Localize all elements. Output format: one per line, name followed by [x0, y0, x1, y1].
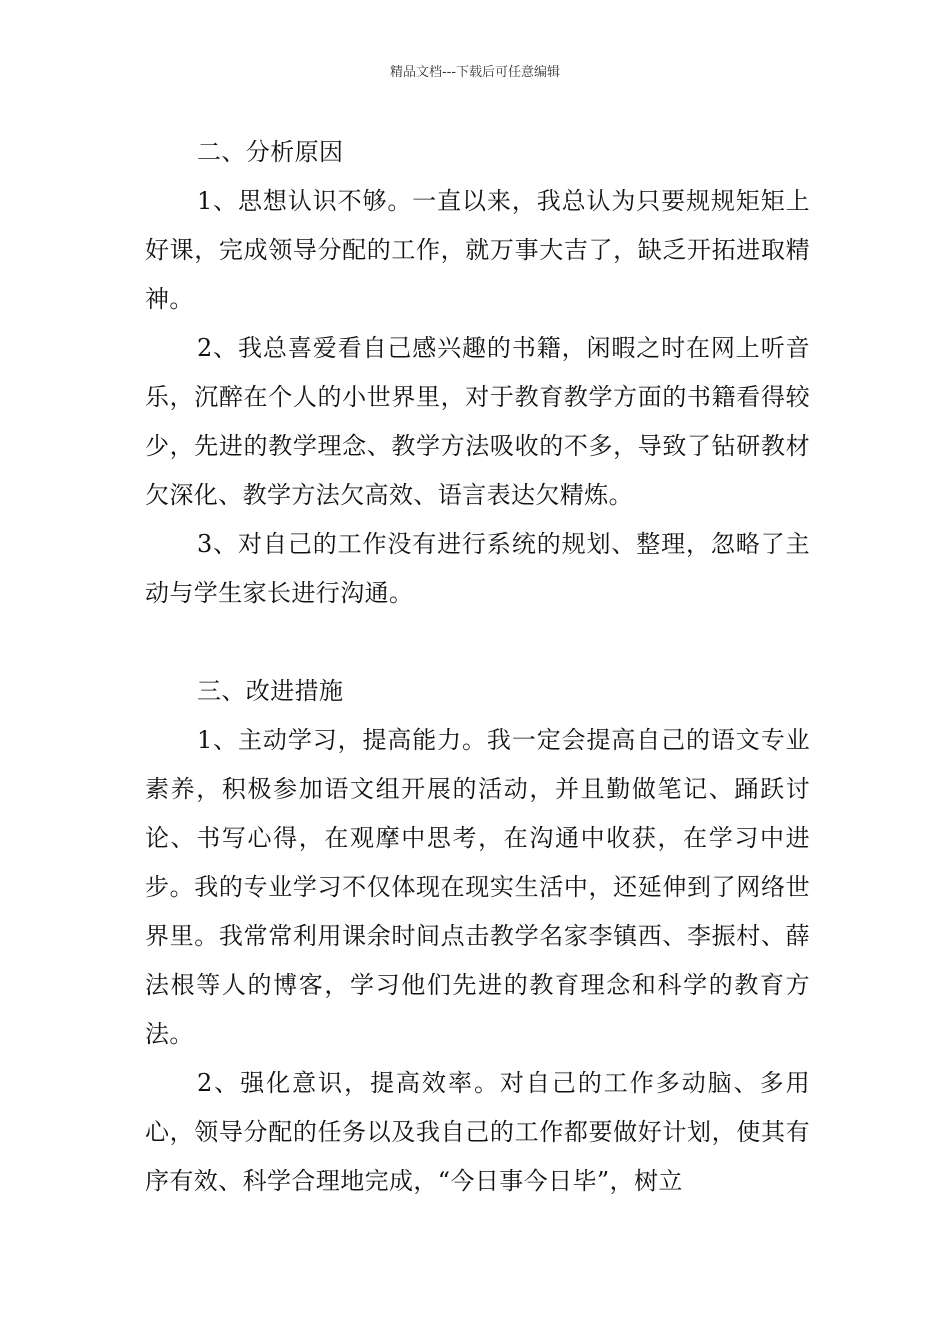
- section-heading-analysis: 二、分析原因: [197, 138, 344, 166]
- paragraph: 1、主动学习，提高能力。我一定会提高自己的语文专业素养，积极参加语文组开展的活动，并且勤做笔记、踊跃讨论、书写心得，在观摩中思考，在沟通中收获，在学习中进步。我的专业学习不仅体现在现实生活中，还延伸到了网络世界里。我常常利用课余时间点击教学名家李镇西、李振村、薛法根等人的博客，学习他们先进的教育理念和科学的教育方法。: [145, 726, 810, 1048]
- document-body: [145, 128, 810, 1206]
- paragraph: 1、思想认识不够。一直以来，我总认为只要规规矩矩上好课，完成领导分配的工作，就万事大吉了，缺乏开拓进取精神。: [145, 187, 810, 313]
- paragraph: 3、对自己的工作没有进行系统的规划、整理，忽略了主动与学生家长进行沟通。: [145, 530, 810, 607]
- paragraph: 2、强化意识，提高效率。对自己的工作多动脑、多用心，领导分配的任务以及我自己的工作都要做好计划，使其有序有效、科学合理地完成，“今日事今日毕”，树立: [145, 1069, 810, 1195]
- section-spacer: [145, 618, 810, 667]
- page-header: 精品文档---下载后可任意编辑: [389, 65, 561, 80]
- paragraph: 2、我总喜爱看自己感兴趣的书籍，闲暇之时在网上听音乐，沉醉在个人的小世界里，对于教育教学方面的书籍看得较少，先进的教学理念、教学方法吸收的不多，导致了钻研教材欠深化、教学方法欠高效、语言表达欠精炼。: [145, 334, 810, 509]
- section-heading-improvements: 三、改进措施: [197, 677, 344, 705]
